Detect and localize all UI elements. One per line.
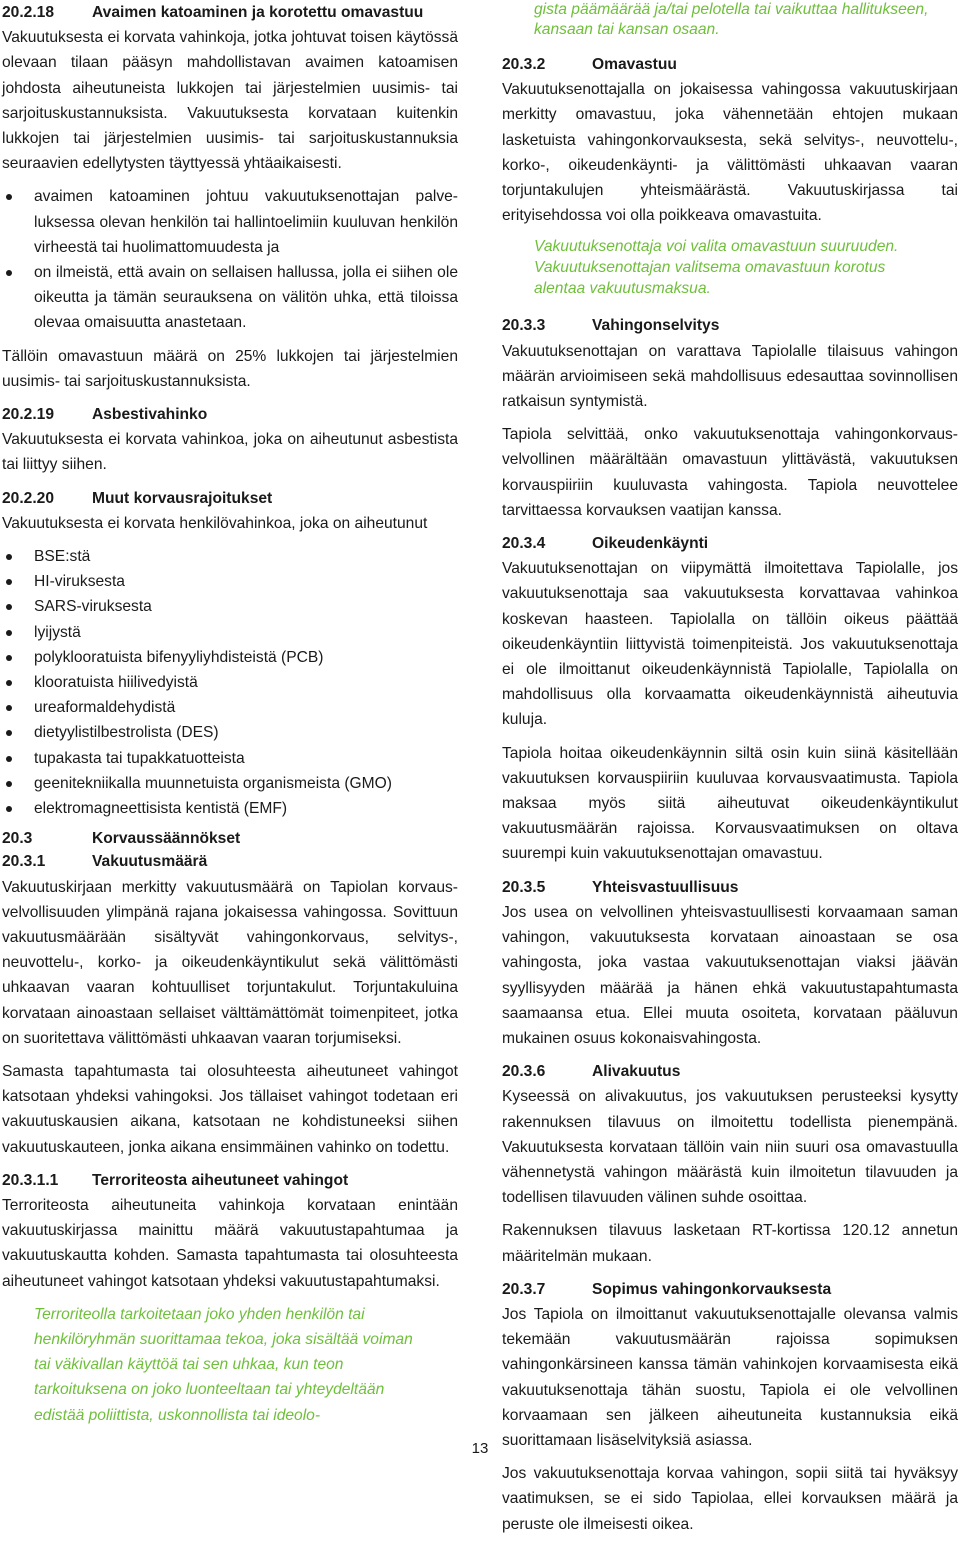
section-title: Sopimus vahingonkorvauksesta (592, 1280, 832, 1298)
section-title: Yhteisvastuullisuus (592, 878, 739, 896)
section-number: 20.2.19 (2, 406, 55, 424)
section-title: Terroriteosta aiheutuneet vahingot (92, 1171, 349, 1189)
exclusion-list (2, 544, 458, 821)
section-heading-20-3-6 (502, 1059, 958, 1084)
page-number: 13 (471, 1440, 489, 1457)
section-number: 20.3.4 (502, 535, 546, 553)
list-item: on ilmeistä, että avain on sellaisen hallussa, jolla ei siihen ole oikeutta ja tämän seurauksena on välitön uhka, että tiloissa olevaa omaisuutta anastetaan. (2, 260, 458, 336)
paragraph: Vakuutuksesta ei korvata vahinkoja, jotka johtuvat toisen käytössä olevaan tilaan pääsyn mahdollistavan avaimen katoamisen johdosta aiheutuneista lukkojen tai järjestelmien uusimis- tai sarjoituskustannuksista. Vakuutuksesta korvataan kuitenkin lukkojen tai järjestelmien uusimis- tai sarjoituskustannuksia seuraavien edellytysten täyttyessä yhtäaikaisesti. (2, 29, 458, 173)
section-number: 20.3.2 (502, 56, 546, 73)
section-heading-20-3 (2, 829, 458, 849)
list-item: BSE:stä (2, 544, 458, 569)
section-title: Avaimen katoaminen ja korotettu omavastuu (92, 4, 424, 21)
section-number: 20.3.3 (502, 317, 546, 335)
list-item: klooratuista hiilivedyistä (2, 670, 458, 695)
section-title: Korvaussäännökset (92, 830, 241, 848)
list-item: HI-viruksesta (2, 569, 458, 594)
paragraph: Vakuutuksenottajalla on jokaisessa vahingossa vakuutuskirjaan merkitty omavastuu, joka vähennetään ehtojen mukaan lasketuista vahingonkorvauksesta, sekä selvitys-, neuvottelu-, korko-, oikeudenkäynti- ja välittömästi uhkaavan vaaran torjuntakulujen yhteismäärästä. Vakuutuskirjassa tai erityisehdossa voi olla poikkeava omavastuita. (502, 81, 958, 225)
list-item: polyklooratuista bifenyyliyhdisteistä (PCB) (2, 645, 458, 670)
paragraph: Tapiola hoitaa oikeudenkäynnin siltä osin kuin siinä käsitellään vakuutuksen korvauspiiriin kuuluvaa korvausvaatimusta. Tapiola maksaa myös siitä aiheutuvat oikeudenkäyntikulut vakuutusmäärän rajoissa. Korvausvaatimuksen on oltava suurempi kuin vakuutuksenottajan omavastuu. (502, 744, 958, 863)
section-heading-20-3-2 (502, 52, 958, 77)
paragraph: Vakuutuksenottajan on varattava Tapiolalle tilaisuus vahingon määrän arvioimiseen sekä mahdollisuus edesauttaa sovinnollisen ratkaisun syntymistä. (502, 342, 958, 411)
list-item: avaimen katoaminen johtuu vakuutuksenottajan palveluksessa olevan henkilön tai hallintoelimiin kuuluvan henkilön virheestä tai huolimattomuudesta ja (2, 184, 458, 260)
list-item: ureaformaldehydistä (2, 695, 458, 720)
section-title: Omavastuu (592, 56, 677, 73)
paragraph: Kyseessä on alivakuutus, jos vakuutuksen perusteeksi kysytty rakennuksen tilavuus on ilmoitettu todellista pienempänä. Vakuutuksesta korvataan tällöin vain niin suuri osa omavastuulla vähennetystä vahingon määrästä kuin ilmoitetun tilavuuden ja todellisen tilavuuden välinen suhde osoittaa. (502, 1088, 958, 1207)
paragraph: Vakuutuskirjaan merkitty vakuutusmäärä on Tapiolan korvausvelvollisuuden ylimpänä rajana jokaisessa vahingossa. Sovittuun vakuutusmäärään sisältyvät vahingonkorvaus, selvitys-, neuvottelu-, korko- ja oikeudenkäyntikulut sekä välittömästi uhkaavan vaaran kohtuulliset torjuntakulut. Torjuntakuluina korvataan ainoastaan sellaiset välttämättömät toimenpiteet, jotka on suoritettava välittömästi uhkaavan vaaran torjumiseksi. (2, 878, 458, 1047)
section-number: 20.3.1 (2, 853, 46, 871)
list-item: geenitekniikalla muunnetuista organismeista (GMO) (2, 771, 458, 796)
section-heading-20-2-18 (2, 0, 458, 25)
list-item: SARS-viruksesta (2, 594, 458, 619)
left-column (2, 0, 458, 1436)
section-number: 20.3.5 (502, 878, 546, 896)
highlighted-note-continued: gista päämäärää ja/tai pelotella tai vaikuttaa hallitukseen, kansaan tai kansan osaan. (534, 1, 929, 38)
section-number: 20.2.20 (2, 489, 55, 507)
section-heading-20-3-7 (502, 1277, 958, 1302)
section-number: 20.2.18 (2, 4, 55, 21)
section-title: Vakuutusmäärä (92, 853, 208, 871)
paragraph: Vakuutuksenottajan on viipymättä ilmoitettava Tapiolalle, jos vakuutuksenottaja saa vakuutuksesta korvattavaa vahinkoa koskevan haasteen. Tapiolalla on tällöin oikeus päättää oikeudenkäyntiin liittyvistä toimenpiteistä. Jos vakuutuksenottaja ei ole ilmoittanut oikeudenkäynnistä Tapiolalle, Tapiolalla on mahdollisuus olla korvaamatta oikeudenkäynnistä aiheutuvia kuluja. (502, 560, 958, 729)
paragraph: Jos usea on velvollinen yhteisvastuullisesti korvaamaan saman vahingon, vakuutuksesta korvataan ainoastaan se osa vahingosta, joka vastaa vakuutuksenottajan viaksi jäävän syyllisyyden määrää ja hänen ehkä vakuutustapahtumasta saamaansa etua. Ellei muuta osoiteta, korvataan pääluvun mukainen osuus kokonaisvahingosta. (502, 903, 958, 1047)
paragraph: Terroriteosta aiheutuneita vahinkoja korvataan enintään vakuutuskirjassa mainittu määrä vakuutustapahtumaa ja vakuutuskautta kohden. Samasta tapahtumasta tai olosuhteesta aiheutuneet vahingot katsotaan yhdeksi vakuutustapahtumaksi. (2, 1196, 458, 1290)
section-heading-20-3-3 (502, 313, 958, 338)
condition-list (2, 184, 458, 335)
paragraph: Tapiola selvittää, onko vakuutuksenottaja vahingonkorvausvelvollinen määrältään omavastuun ylittävästä, vakuutuksen korvauspiiriin kuuluvasta vahingosta. Tapiola neuvottelee tarvittaessa korvauksen vaatijan kanssa. (502, 426, 958, 519)
section-heading-20-2-20 (2, 486, 458, 511)
section-title: Muut korvausrajoitukset (92, 489, 273, 507)
list-item: tupakasta tai tupakkatuotteista (2, 746, 458, 771)
list-item: lyijystä (2, 620, 458, 645)
section-number: 20.3.7 (502, 1280, 546, 1298)
section-title: Vahingonselvitys (592, 317, 720, 335)
highlighted-note: Vakuutuksenottaja voi valita omavastuun suuruuden. Vakuutuksenottajan valitsema omavastuun korotus alentaa vakuutusmaksua. (534, 238, 899, 298)
section-title: Asbestivahinko (92, 406, 208, 424)
section-heading-20-3-1-1 (2, 1168, 458, 1193)
highlighted-note: Terroriteolla tarkoitetaan joko yhden henkilön tai henkilöryhmän suorittamaa tekoa, joka sisältää voiman tai väkivallan käyttöä tai sen uhkaa, kun teon tarkoituksena on joko luonteeltaan tai yhteydeltään edistää poliittista, uskonnollista tai ideolo- (34, 1305, 413, 1424)
section-number: 20.3.1.1 (2, 1171, 59, 1189)
paragraph: Rakennuksen tilavuus lasketaan RT-kortissa 120.12 annetun määritelmän mukaan. (502, 1222, 958, 1265)
paragraph: Samasta tapahtumasta tai olosuhteesta aiheutuneet vahingot katsotaan yhdeksi vahingoksi. Jos tällaiset vahingot todetaan eri vakuutuskausien aikana, katsotaan ne kohdistuneeksi siihen vakuutuskauteen, jonka aikana ensimmäinen vahinko on todettu. (2, 1062, 458, 1156)
paragraph: Vakuutuksesta ei korvata henkilövahinkoa, joka on aiheutunut (2, 514, 428, 532)
section-heading-20-3-1 (2, 849, 458, 874)
section-heading-20-3-4 (502, 531, 958, 556)
paragraph: Vakuutuksesta ei korvata vahinkoa, joka on aiheutunut asbestista tai liittyy siihen. (2, 431, 458, 474)
right-column (502, 0, 958, 1545)
section-heading-20-2-19 (2, 402, 458, 427)
section-heading-20-3-5 (502, 875, 958, 900)
section-title: Alivakuutus (592, 1063, 681, 1081)
paragraph: Tällöin omavastuun määrä on 25% lukkojen tai järjestelmien uusimis- tai sarjoituskustannuksista. (2, 347, 458, 390)
section-number: 20.3.6 (502, 1063, 546, 1081)
paragraph: Jos Tapiola on ilmoittanut vakuutuksenottajalle olevansa valmis tekemään vakuutusmäärän rajoissa sopimuksen vahingonkärsineen kanssa tämän vahinkojen korvaamisesta eikä vakuutuksenottaja tähän suostu, Tapiola ei ole velvollinen korvaamaan sen jälkeen aiheutuneita kustannuksia eikä suorittamaan lisäselvityksiä asiassa. (502, 1305, 958, 1449)
list-item: dietyylistilbestrolista (DES) (2, 720, 458, 745)
section-number: 20.3 (2, 830, 33, 848)
section-title: Oikeudenkäynti (592, 535, 709, 553)
paragraph: Jos vakuutuksenottaja korvaa vahingon, sopii siitä tai hyväksyy vaatimuksen, se ei sido Tapiolaa, ellei korvauksen määrä ja peruste ole ilmeisesti oikea. (502, 1465, 958, 1533)
list-item: elektromagneettisista kentistä (EMF) (2, 796, 458, 821)
